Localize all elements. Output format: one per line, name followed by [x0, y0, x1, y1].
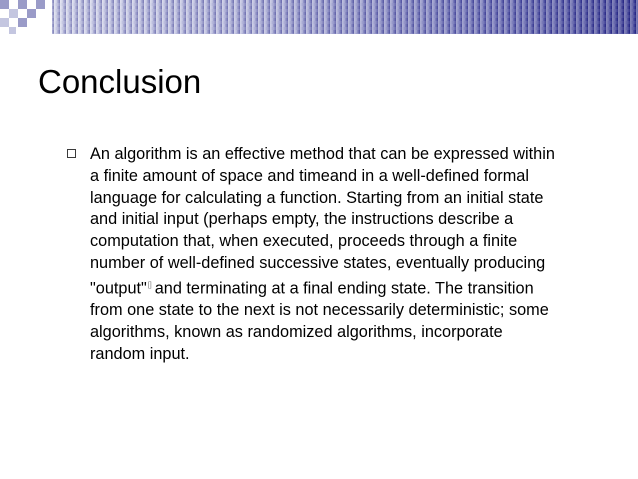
header-banner — [0, 0, 638, 34]
bullet-line-7 — [90, 275, 610, 300]
header-banner-graphic — [0, 0, 638, 34]
bullet-line-5: computation that, when executed, proceeds through a finite — [90, 232, 518, 251]
bullet-item — [64, 144, 624, 365]
corner-squares-decoration — [0, 0, 45, 34]
bullet-line-7-rest: and terminating at a final ending state. The transition — [154, 279, 534, 298]
bullet-line-6: number of well-defined successive states, eventually producing — [90, 253, 546, 272]
note-reference-marker: [] — [147, 281, 152, 289]
slide-title: Conclusion — [38, 63, 202, 100]
bullet-line-4: and initial input (perhaps empty, the instructions describe a — [90, 210, 514, 229]
bullet-text — [90, 144, 610, 365]
bullet-line-8: from one state to the next is not necessarily deterministic; some — [90, 301, 549, 319]
bullet-line-2 — [90, 166, 610, 188]
bullet-line-2-part-a: a finite amount of space and time — [90, 166, 330, 185]
bullet-line-10: random input. — [90, 344, 190, 363]
bullet-line-7-output: "output" — [90, 279, 147, 298]
square-bullet-icon — [67, 149, 76, 158]
bullet-line-2-part-b: and in a well-defined formal — [329, 166, 529, 185]
bullet-line-9: algorithms, known as randomized algorithms, incorporate — [90, 322, 503, 341]
banner-pattern — [52, 0, 638, 34]
bullet-line-3: language for calculating a function. Starting from an initial state — [90, 188, 544, 207]
bullet-line-1: An algorithm is an effective method that can be expressed within — [90, 145, 555, 163]
